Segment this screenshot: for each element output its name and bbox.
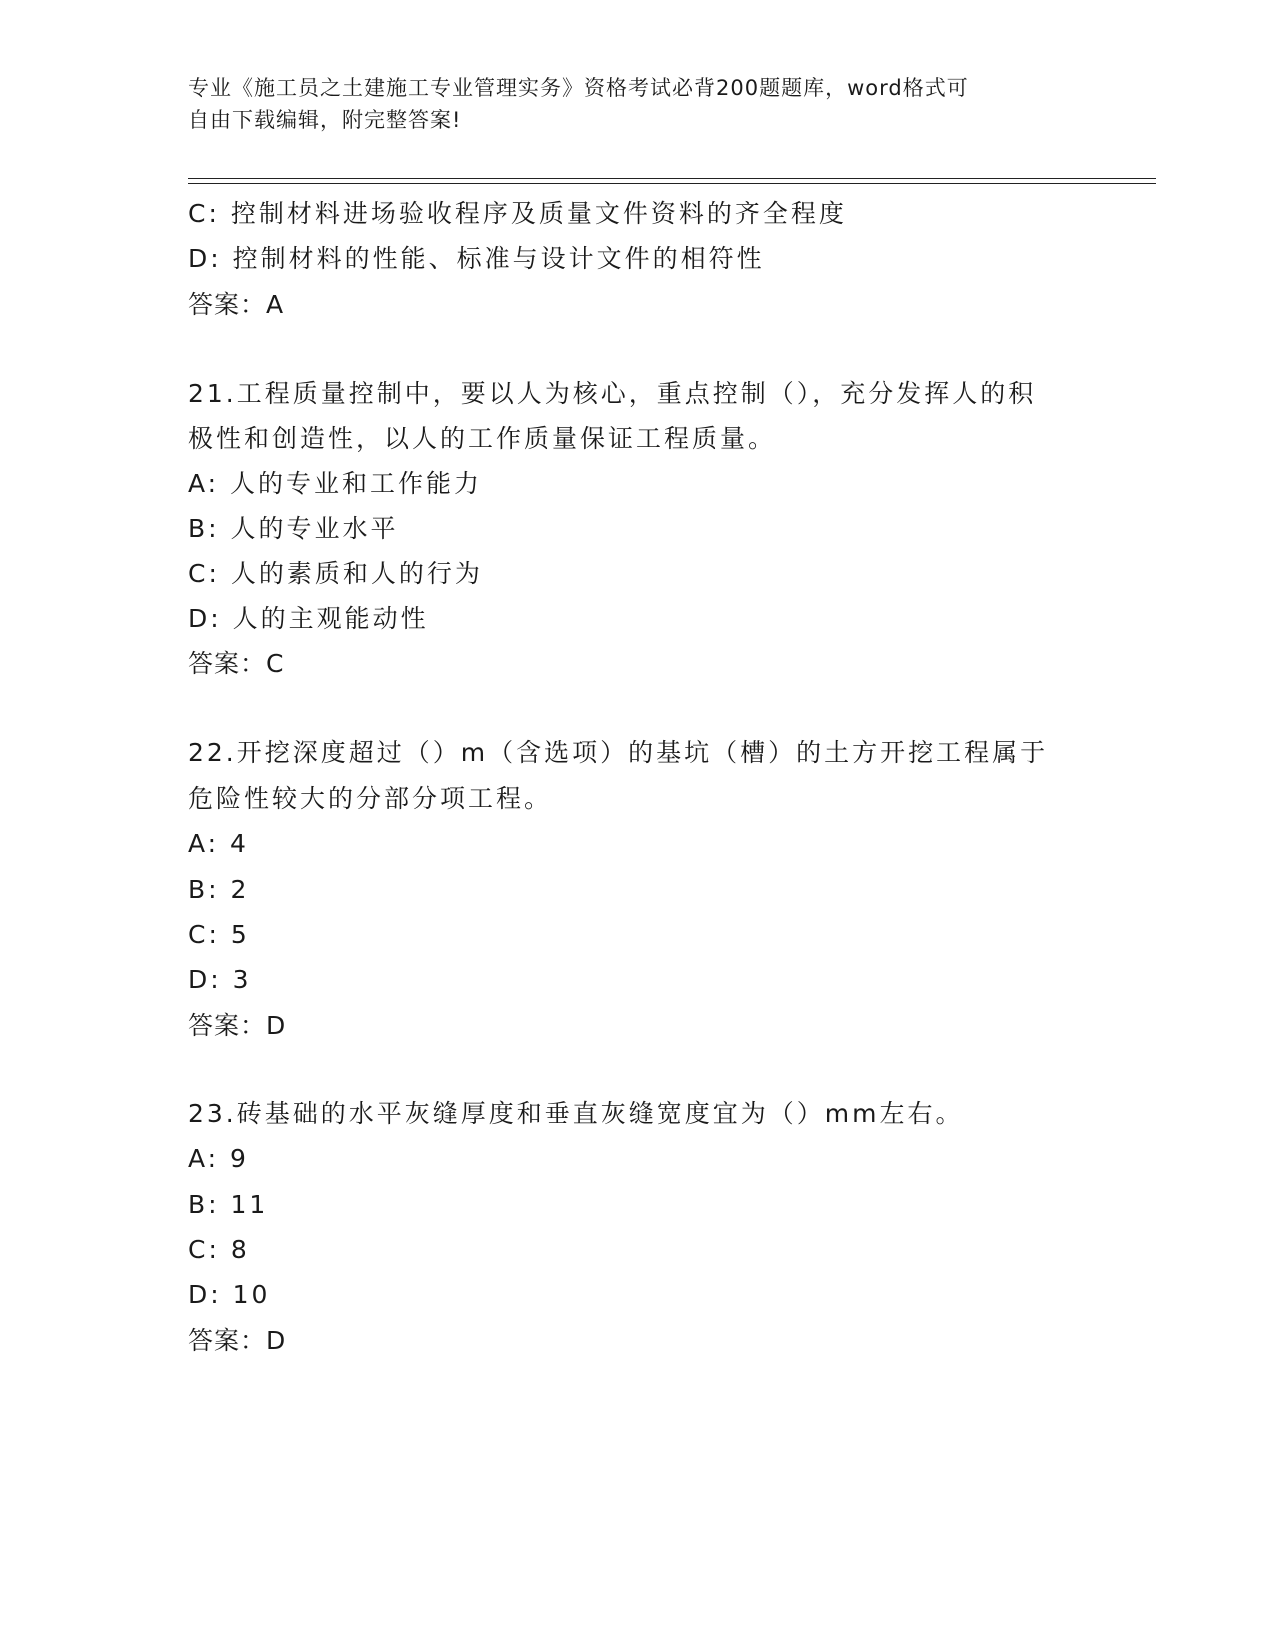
- q22-option-a: A: 4: [188, 829, 249, 858]
- q22-answer: 答案：D: [188, 1011, 287, 1040]
- q22-stem-line-1: 22.开挖深度超过（）m（含选项）的基坑（槽）的土方开挖工程属于: [188, 738, 1049, 767]
- q22-stem-line-2: 危险性较大的分部分项工程。: [188, 784, 553, 813]
- header-divider-bottom: [188, 183, 1156, 184]
- prev-answer: 答案：A: [188, 290, 285, 319]
- header-line-2: 自由下载编辑，附完整答案!: [188, 108, 462, 132]
- q23-option-c: C: 8: [188, 1235, 250, 1264]
- q23-stem-line-1: 23.砖基础的水平灰缝厚度和垂直灰缝宽度宜为（）mm左右。: [188, 1099, 964, 1128]
- q23-option-b: B: 11: [188, 1190, 269, 1219]
- prev-option-c: C: 控制材料进场验收程序及质量文件资料的齐全程度: [188, 199, 847, 228]
- document-header: [188, 72, 1088, 136]
- q23-option-a: A: 9: [188, 1144, 249, 1173]
- q21-option-b: B: 人的专业水平: [188, 514, 399, 543]
- q22-option-d: D: 3: [188, 965, 252, 994]
- q23-option-d: D: 10: [188, 1280, 271, 1309]
- q22-option-c: C: 5: [188, 920, 250, 949]
- q21-answer: 答案：C: [188, 649, 285, 678]
- q23-answer: 答案：D: [188, 1326, 287, 1355]
- q21-stem-line-2: 极性和创造性，以人的工作质量保证工程质量。: [188, 424, 777, 453]
- q21-option-d: D: 人的主观能动性: [188, 604, 429, 633]
- q21-option-a: A: 人的专业和工作能力: [188, 469, 483, 498]
- header-line-1: 专业《施工员之土建施工专业管理实务》资格考试必背200题题库，word格式可: [188, 76, 969, 100]
- header-divider-top: [188, 178, 1156, 179]
- prev-option-d: D: 控制材料的性能、标准与设计文件的相符性: [188, 244, 765, 273]
- q21-option-c: C: 人的素质和人的行为: [188, 559, 483, 588]
- q21-stem-line-1: 21.工程质量控制中，要以人为核心，重点控制（），充分发挥人的积: [188, 379, 1037, 408]
- q22-option-b: B: 2: [188, 875, 250, 904]
